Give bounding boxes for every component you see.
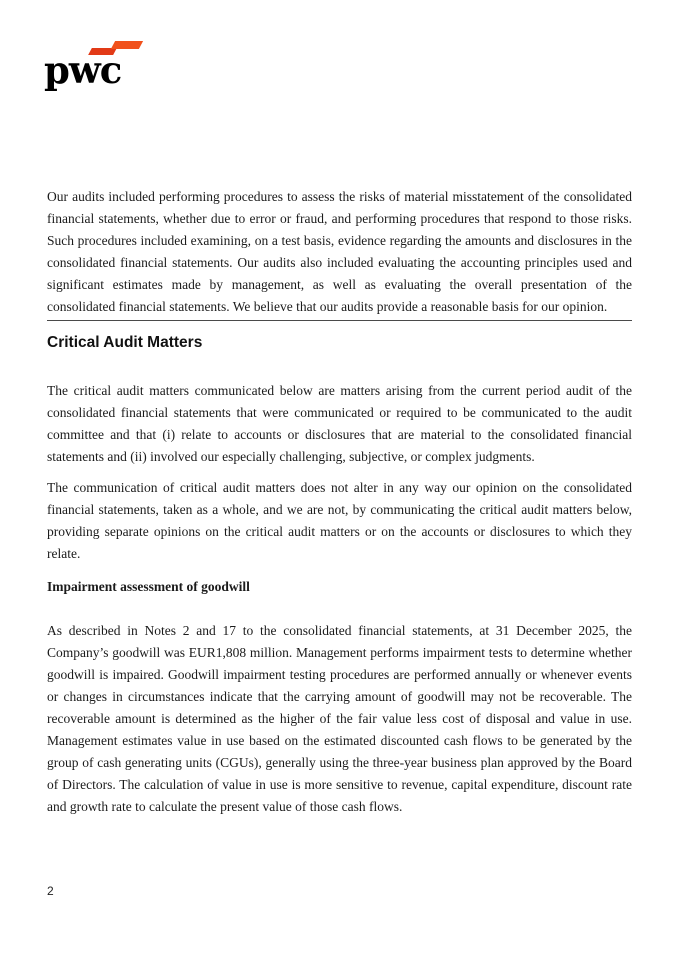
critical-audit-matters-paragraph-2: The communication of critical audit matters does not alter in any way our opinion on the consolidated financial statements, taken as a whole, and we are not, by communicating the critical audit matters below, providing separate opinions on the critical audit matters or on the accounts or disclosures to which they relate. xyxy=(47,479,632,561)
pwc-wordmark: pwc xyxy=(44,48,122,92)
page-number: 2 xyxy=(47,884,54,898)
intro-paragraph: Our audits included performing procedures to assess the risks of material misstatement of the consolidated financial statements, whether due to error or fraud, and performing procedures that respond to those risks. Such procedures included examining, on a test basis, evidence regarding the amounts and disclosures in the consolidated financial statements. Our audits also included evaluating the accounting principles used and significant estimates made by management, as well as evaluating the overall presentation of the consolidated financial statements. We believe that our audits provide a reasonable basis for our opinion. xyxy=(47,188,632,314)
critical-audit-matters-paragraph-1: The critical audit matters communicated below are matters arising from the current period audit of the consolidated financial statements that were communicated or required to be communicated to the audit committee and that (i) relate to accounts or disclosures that are material to the consolidated financial statements and (ii) involved our especially challenging, subjective, or complex judgments. xyxy=(47,382,632,464)
pwc-logo xyxy=(44,36,164,92)
section-title-critical-audit-matters: Critical Audit Matters xyxy=(47,334,203,352)
subheading-impairment-assessment-of-goodwill: Impairment assessment of goodwill xyxy=(47,579,250,595)
goodwill-paragraph: As described in Notes 2 and 17 to the consolidated financial statements, at 31 December 2025, the Company’s goodwill was EUR1,808 million. Management performs impairment tests to determine whether goodwill is impaired. Goodwill impairment testing procedures are performed annually or whenever events or changes in circumstances indicate that the carrying amount of goodwill may not be recoverable. The recoverable amount is determined as the higher of the fair value less cost of disposal and value in use. Management estimates value in use based on the estimated discounted cash flows to be generated by the group of cash generating units (CGUs), generally using the three-year business plan approved by the Board of Directors. The calculation of value in use is more sensitive to revenue, capital expenditure, discount rate and growth rate to calculate the present value of those cash flows. xyxy=(47,622,632,814)
section-divider xyxy=(47,320,632,321)
